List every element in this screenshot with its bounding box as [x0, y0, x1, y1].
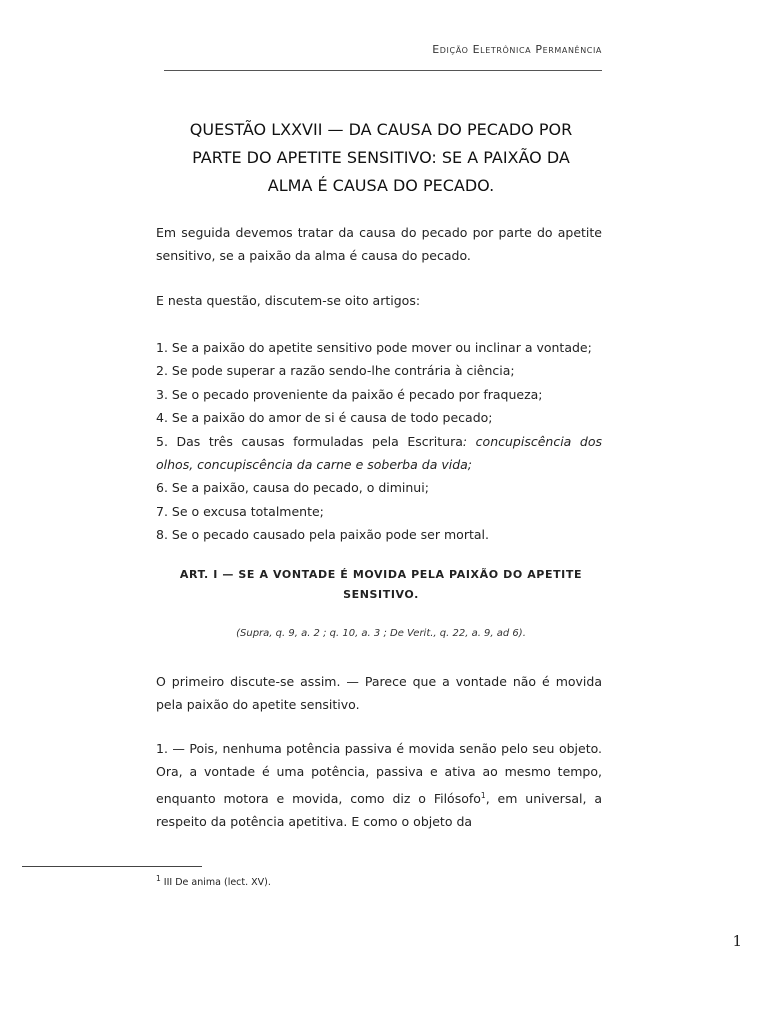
- article-heading-line: SENSITIVO.: [343, 588, 419, 601]
- intro-paragraph: Em seguida devemos tratar da causa do pecado por parte do apetite sensitivo, se a paixão da alma é causa do pecado.: [156, 225, 602, 264]
- list-item: 2. Se pode superar a razão sendo-lhe contrária à ciência;: [156, 363, 515, 379]
- title-line: QUESTÃO LXXVII — DA CAUSA DO PECADO POR: [189, 120, 573, 139]
- list-item: 6. Se a paixão, causa do pecado, o diminui;: [156, 480, 429, 496]
- list-item-text: 5. Das três causas formuladas pela Escritura: [156, 433, 463, 449]
- list-item: 7. Se o excusa totalmente;: [156, 503, 324, 519]
- list-item: 4. Se a paixão do amor de si é causa de todo pecado;: [156, 410, 493, 426]
- header-rule: [164, 70, 602, 71]
- paragraph-text: , em universal, a respeito da potência apetitiva. E como o objeto da: [156, 790, 602, 830]
- question-title: [160, 116, 602, 200]
- body-paragraph: O primeiro discute-se assim. — Parece que a vontade não é movida pela paixão do apetite sensitivo.: [156, 674, 602, 713]
- footnote-marker[interactable]: 1: [480, 790, 486, 800]
- article-reference: (Supra, q. 9, a. 2 ; q. 10, a. 3 ; De Verit., q. 22, a. 9, ad 6).: [236, 628, 526, 639]
- footnote-rule: [22, 866, 202, 867]
- article-heading: [160, 565, 602, 605]
- articles-lead: E nesta questão, discutem-se oito artigos:: [156, 293, 421, 308]
- scripture-quote: : concupiscência dos olhos, concupiscência da carne e soberba da vida;: [156, 433, 602, 473]
- page-number: 1: [732, 932, 742, 950]
- running-header: Edição Eletrônica Permanência: [432, 43, 602, 56]
- list-item: 8. Se o pecado causado pela paixão pode ser mortal.: [156, 527, 489, 543]
- list-item: [156, 430, 602, 477]
- articles-list: [156, 336, 602, 547]
- paragraph-text: 1. — Pois, nenhuma potência passiva é movida senão pelo seu objeto. Ora, a vontade é uma potência, passiva e ativa ao mesmo tempo, enquanto motora e movida, como diz o Filósofo: [156, 741, 602, 806]
- body-paragraph: [156, 737, 602, 834]
- footnote: [156, 874, 271, 888]
- list-item: 1. Se a paixão do apetite sensitivo pode mover ou inclinar a vontade;: [156, 340, 592, 355]
- title-line: PARTE DO APETITE SENSITIVO: SE A PAIXÃO DA: [192, 148, 570, 167]
- footnote-text: III De anima (lect. XV).: [160, 877, 271, 889]
- list-item: 3. Se o pecado proveniente da paixão é pecado por fraqueza;: [156, 386, 543, 402]
- footnote-number: 1: [156, 874, 161, 883]
- article-heading-line: ART. I — SE A VONTADE É MOVIDA PELA PAIXÃO DO APETITE: [179, 568, 583, 581]
- title-line: ALMA É CAUSA DO PECADO.: [267, 176, 495, 195]
